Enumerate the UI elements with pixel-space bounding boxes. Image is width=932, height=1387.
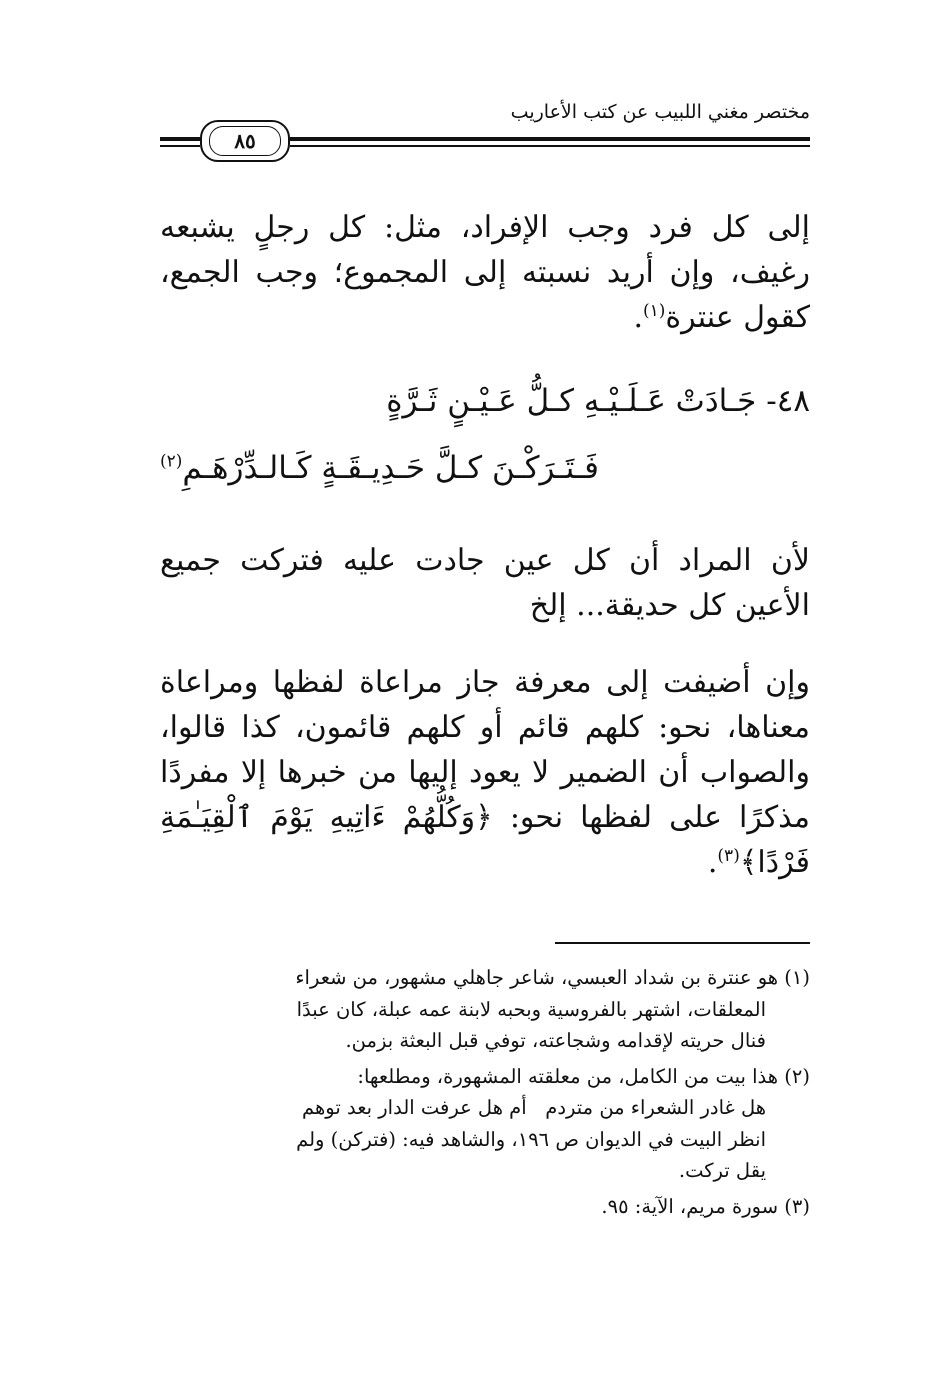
verse-line-2 <box>160 450 599 486</box>
verse-second-hemistich: فَـتَـرَكْـنَ كـلَّ حَـدِيـقَـةٍ كَـالـدِّرْهَـمِ <box>182 450 599 486</box>
footnote-line: يقل تركت. <box>678 1159 766 1182</box>
quran-verse: وَكُلُّهُمْ ءَاتِيهِ يَوْمَ ٱلْقِيَـٰمَةِ فَرْدًا <box>160 800 810 880</box>
footnote-line: (٢) هذا بيت من الكامل، من معلقته المشهورة، ومطلعها: <box>357 1064 810 1088</box>
paragraph-1-end: . <box>633 300 643 335</box>
footnote-marker: (٢) <box>784 1064 810 1088</box>
page-header <box>160 95 810 165</box>
footnote-1 <box>160 962 810 1057</box>
verse-line-1 <box>386 383 810 419</box>
footnote-line: (٣) سورة مريم، الآية: ٩٥. <box>601 1194 810 1218</box>
footnote-line: المعلقات، اشتهر بالفروسية وبحبه لابنة عمه عبلة، كان عبدًا <box>296 997 766 1021</box>
footnote-3 <box>160 1191 810 1223</box>
footnote-2 <box>160 1061 810 1187</box>
footnote-separator <box>555 942 810 944</box>
paragraph-3 <box>160 660 810 885</box>
footnote-line: فنال حريته لإقدامه وشجاعته، توفي قبل البعثة بزمن. <box>345 1029 766 1052</box>
footnote-line: انظر البيت في الديوان ص ١٩٦، والشاهد فيه: (فتركن) ولم <box>296 1127 766 1151</box>
footnote-ref-2[interactable]: (٢) <box>160 451 183 472</box>
footnote-verse: هل غادر الشعراء من متردم أم هل عرفت الدار بعد توهم <box>302 1096 766 1119</box>
footnote-marker: (١) <box>784 966 810 989</box>
paragraph-3-end: . <box>707 845 718 880</box>
quran-bracket-close: ﴾ <box>739 845 758 880</box>
footnote-line: (١) هو عنترة بن شداد العبسي، شاعر جاهلي مشهور، من شعراء <box>295 966 810 989</box>
paragraph-1-text: إلى كل فرد وجب الإفراد، مثل: كل رجلٍ يشبعه رغيف، وإن أريد نسبته إلى المجموع؛ وجب الجمع، كقول عنترة <box>160 210 810 335</box>
paragraph-3-text: وإن أضيفت إلى معرفة جاز مراعاة لفظها ومراعاة معناها، نحو: كلهم قائم أو كلهم قائمون، كذا قالوا، والصواب أن الضمير لا يعود إليها من خبرها إلا مفردًا مذكرًا على لفظها نحو: <box>160 665 810 835</box>
footnote-ref-3[interactable]: (٣) <box>717 846 740 866</box>
page-number-badge <box>200 120 290 162</box>
verse-first-hemistich: جَـادَتْ عَـلَـيْـهِ كـلُّ عَـيْـنٍ ثَـرَّةٍ <box>386 383 757 419</box>
header-rule-thick <box>290 137 810 141</box>
page-number: ٨٥ <box>209 126 281 156</box>
verse-number: ٤٨- <box>766 383 810 419</box>
paragraph-1 <box>160 205 810 340</box>
book-title: مختصر مغني اللبيب عن كتب الأعاريب <box>510 101 810 123</box>
quran-bracket-open: ﴿ <box>475 800 493 835</box>
footnotes <box>160 962 810 1222</box>
footnote-ref-1[interactable]: (١) <box>643 301 666 321</box>
header-rule-thin <box>290 145 810 147</box>
footnote-marker: (٣) <box>784 1194 810 1218</box>
paragraph-2: لأن المراد أن كل عين جادت عليه فتركت جميع الأعين كل حديقة... إلخ <box>160 543 810 623</box>
header-rule-left-thick <box>160 137 200 141</box>
header-rule-left-thin <box>160 145 200 147</box>
